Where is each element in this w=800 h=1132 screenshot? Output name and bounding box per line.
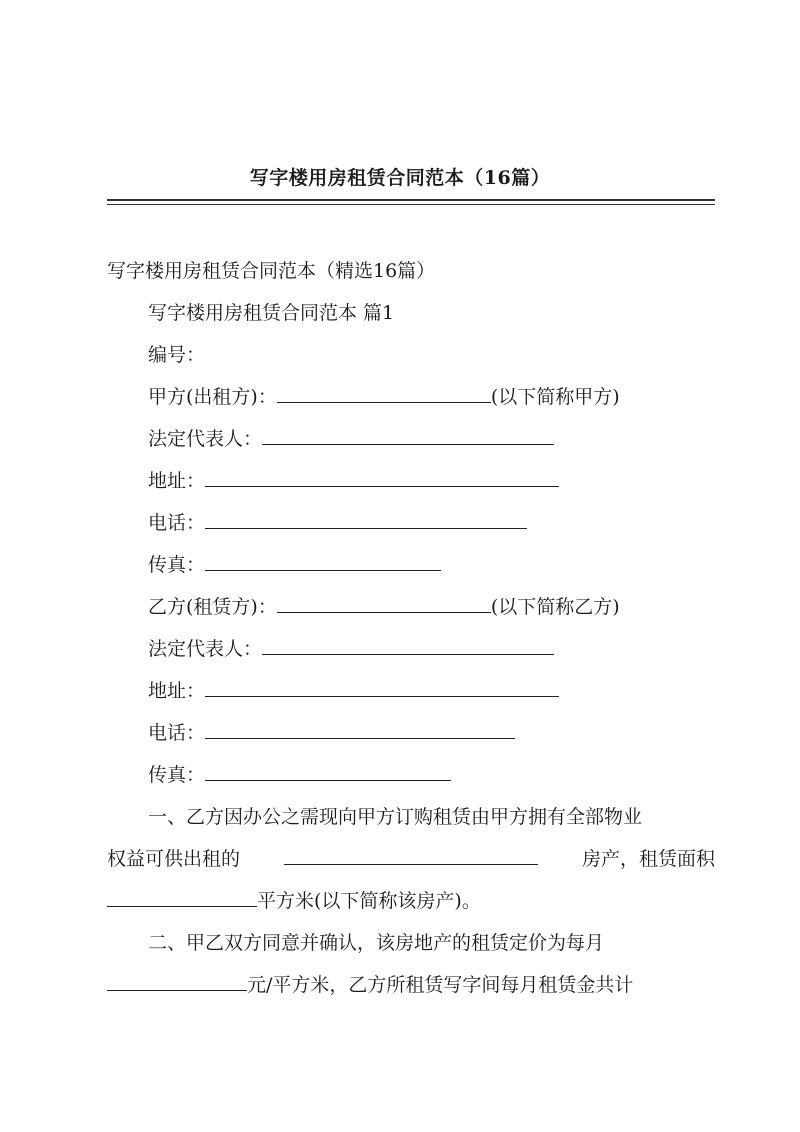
- party-a-address-label: 地址：: [148, 470, 206, 492]
- party-b-rep-blank[interactable]: [262, 636, 554, 655]
- party-b-address-blank[interactable]: [205, 678, 559, 697]
- document-subtitle: 写字楼用房租赁合同范本（精选16篇）: [107, 260, 436, 282]
- party-a-fax-blank[interactable]: [205, 552, 441, 571]
- party-b-rep-label: 法定代表人：: [148, 638, 263, 660]
- party-b-name-suffix: (以下简称乙方): [490, 596, 620, 618]
- party-b-address-row: [148, 678, 559, 704]
- party-a-fax-row: [148, 552, 441, 578]
- party-b-phone-label: 电话：: [148, 722, 206, 744]
- party-a-rep-row: [148, 426, 554, 452]
- title-divider: [107, 199, 715, 201]
- party-a-name-blank[interactable]: [277, 384, 491, 403]
- clause-1-text-c: 平方米(以下简称该房产)。: [257, 890, 481, 912]
- party-b-fax-blank[interactable]: [205, 762, 451, 781]
- party-a-phone-row: [148, 510, 527, 536]
- party-b-name-blank[interactable]: [277, 594, 491, 613]
- title-divider-thin: [107, 204, 715, 205]
- section-heading: 写字楼用房租赁合同范本 篇1: [148, 302, 395, 324]
- party-a-name-suffix: (以下简称甲方): [490, 386, 620, 408]
- property-description-blank[interactable]: [284, 846, 538, 865]
- clause-2-line-2: [107, 972, 633, 998]
- party-a-rep-label: 法定代表人：: [148, 428, 263, 450]
- clause-1-text-b: 房产，租赁面积: [581, 848, 715, 870]
- contract-number-label: 编号：: [148, 344, 206, 366]
- rental-area-blank[interactable]: [107, 888, 257, 907]
- document-title: 写字楼用房租赁合同范本（16篇）: [249, 167, 551, 189]
- party-b-fax-row: [148, 762, 451, 788]
- unit-price-blank[interactable]: [107, 972, 247, 991]
- party-a-rep-blank[interactable]: [262, 426, 554, 445]
- party-b-rep-row: [148, 636, 554, 662]
- party-b-phone-row: [148, 720, 515, 746]
- party-a-fax-label: 传真：: [148, 554, 206, 576]
- clause-1-line-2: [107, 846, 715, 872]
- clause-2-text-b: 元/平方米，乙方所租赁写字间每月租赁金共计: [247, 974, 634, 996]
- clause-1-text-a: 权益可供出租的: [107, 848, 241, 870]
- party-a-name-row: [148, 384, 620, 410]
- party-a-name-label: 甲方(出租方)：: [148, 386, 277, 408]
- party-a-address-blank[interactable]: [205, 468, 559, 487]
- party-a-phone-label: 电话：: [148, 512, 206, 534]
- party-b-address-label: 地址：: [148, 680, 206, 702]
- party-b-name-label: 乙方(租赁方)：: [148, 596, 277, 618]
- party-b-fax-label: 传真：: [148, 764, 206, 786]
- party-a-address-row: [148, 468, 559, 494]
- clause-1-line-1: 一、乙方因办公之需现向甲方订购租赁由甲方拥有全部物业: [148, 806, 643, 828]
- clause-1-line-3: [107, 888, 481, 914]
- party-b-name-row: [148, 594, 620, 620]
- party-b-phone-blank[interactable]: [205, 720, 515, 739]
- party-a-phone-blank[interactable]: [205, 510, 527, 529]
- clause-2-line-1: 二、甲乙双方同意并确认，该房地产的租赁定价为每月: [148, 932, 605, 954]
